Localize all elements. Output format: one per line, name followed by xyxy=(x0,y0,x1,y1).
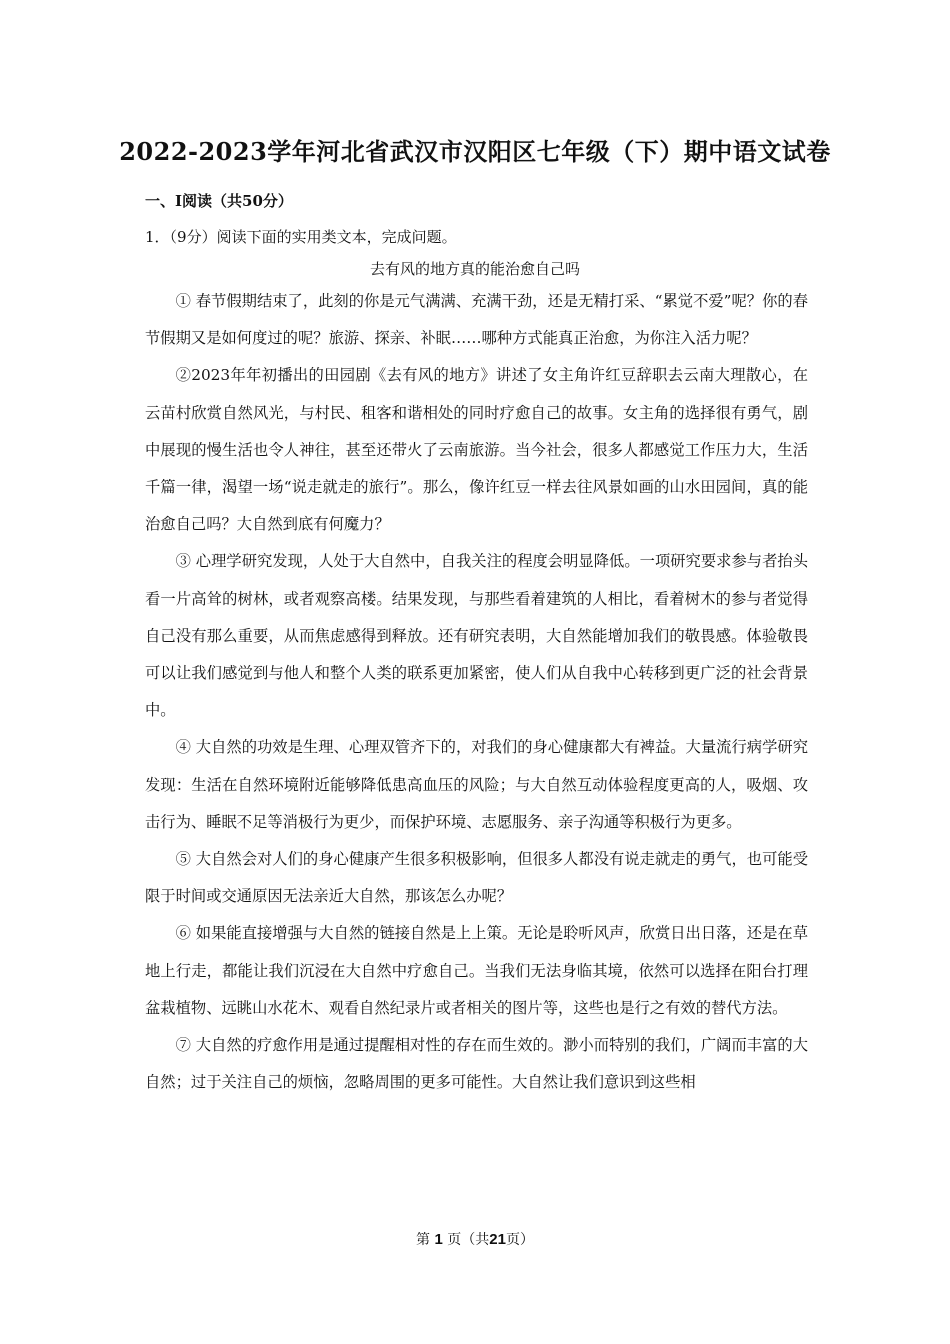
section-heading: 一、Ⅰ阅读（共50分） xyxy=(145,192,293,210)
paragraph-4: ④ 大自然的功效是生理、心理双管齐下的，对我们的身心健康都大有裨益。大量流行病学研究发现：生活在自然环境附近能够降低患高血压的风险；与大自然互动体验程度更高的人，吸烟、攻击行为、睡眠不足等消极行为更少，而保护环境、志愿服务、亲子沟通等积极行为更多。 xyxy=(145,738,808,831)
footer-prefix: 第 xyxy=(416,1232,431,1248)
question-prompt: 1．（9分）阅读下面的实用类文本，完成问题。 xyxy=(145,228,457,246)
article-title: 去有风的地方真的能治愈自己吗 xyxy=(369,260,580,278)
footer-suffix: 页） xyxy=(505,1232,534,1248)
paragraph-2: ②2023年年初播出的田园剧《去有风的地方》讲述了女主角许红豆辞职去云南大理散心，在云苗村欣赏自然风光，与村民、租客和谐相处的同时疗愈自己的故事。女主角的选择很有勇气，剧中展现的慢生活也令人神往，甚至还带火了云南旅游。当今社会，很多人都感觉工作压力大，生活千篇一律，渴望一场“说走就走的旅行”。那么，像许红豆一样去往风景如画的山水田园间，真的能治愈自己吗？大自然到底有何魔力？ xyxy=(145,366,808,534)
exam-title: 2022-2023学年河北省武汉市汉阳区七年级（下）期中语文试卷 xyxy=(119,137,831,166)
paragraph-5: ⑤ 大自然会对人们的身心健康产生很多积极影响，但很多人都没有说走就走的勇气，也可能受限于时间或交通原因无法亲近大自然，那该怎么办呢？ xyxy=(145,850,808,906)
current-page-number: 1 xyxy=(434,1231,443,1248)
paragraph-3: ③ 心理学研究发现，人处于大自然中，自我关注的程度会明显降低。一项研究要求参与者抬头看一片高耸的树林，或者观察高楼。结果发现，与那些看着建筑的人相比，看着树木的参与者觉得自己没有那么重要，从而焦虑感得到释放。还有研究表明，大自然能增加我们的敬畏感。体验敬畏可以让我们感觉到与他人和整个人类的联系更加紧密，使人们从自我中心转移到更广泛的社会背景中。 xyxy=(145,552,808,720)
footer-middle: 页（共 xyxy=(447,1232,490,1248)
paragraph-7: ⑦ 大自然的疗愈作用是通过提醒相对性的存在而生效的。渺小而特别的我们，广阔而丰富的大自然；过于关注自己的烦恼，忽略周围的更多可能性。大自然让我们意识到这些相 xyxy=(145,1036,808,1092)
paragraph-1: ① 春节假期结束了，此刻的你是元气满满、充满干劲，还是无精打采、“累觉不爱”呢？你的春节假期又是如何度过的呢？旅游、探亲、补眠……哪种方式能真正治愈，为你注入活力呢？ xyxy=(145,292,808,348)
article-body xyxy=(145,283,808,1101)
paragraph-6: ⑥ 如果能直接增强与大自然的链接自然是上上策。无论是聆听风声，欣赏日出日落，还是在草地上行走，都能让我们沉浸在大自然中疗愈自己。当我们无法身临其境，依然可以选择在阳台打理盆栽植物、远眺山水花木、观看自然纪录片或者相关的图片等，这些也是行之有效的替代方法。 xyxy=(145,924,808,1017)
page-footer xyxy=(0,1229,950,1249)
total-pages-number: 21 xyxy=(489,1231,506,1248)
